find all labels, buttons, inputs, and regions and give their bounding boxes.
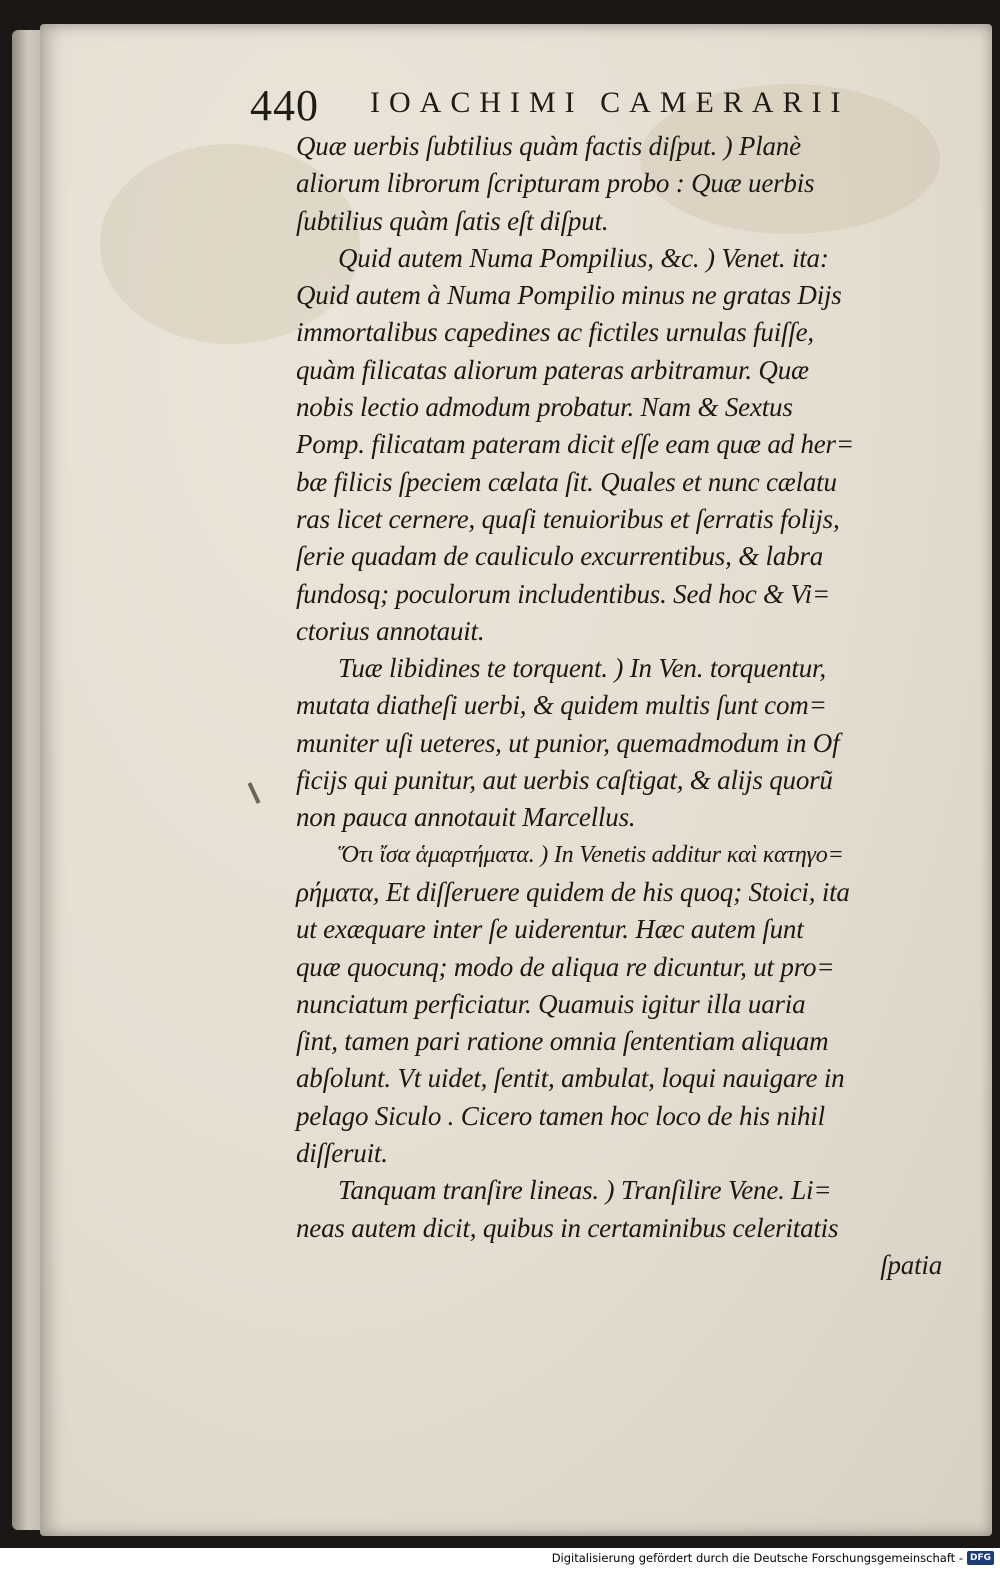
text-line: pelago Siculo . Cicero tamen hoc loco de his nihil bbox=[296, 1100, 825, 1131]
footer-credit: Digitalisierung gefördert durch die Deutsche Forschungsgemeinschaft - bbox=[551, 1551, 963, 1565]
text-line: nunciatum perficiatur. Quamuis igitur illa uaria bbox=[296, 988, 806, 1019]
text-line: bæ filicis ſpeciem cælata ſit. Quales et nunc cælatu bbox=[296, 466, 837, 497]
text-line: ficijs qui punitur, aut uerbis caſtigat, & alijs quorũ bbox=[296, 765, 833, 796]
text-line: muniter uſi ueteres, ut punior, quemadmodum in Of bbox=[296, 727, 840, 758]
text-line: quæ quocunq; modo de aliqua re dicuntur, ut pro= bbox=[296, 951, 835, 982]
text-line: nobis lectio admodum probatur. Nam & Sextus bbox=[296, 392, 793, 423]
text-line: ſint, tamen pari ratione omnia ſententiam aliquam bbox=[296, 1026, 829, 1057]
text-line: ras licet cernere, quaſi tenuioribus et ſerratis folijs, bbox=[296, 503, 840, 534]
text-line: abſolunt. Vt uidet, ſentit, ambulat, loqui nauigare in bbox=[296, 1063, 845, 1094]
text-line: Quid autem à Numa Pompilio minus ne gratas Dijs bbox=[296, 280, 842, 311]
text-line: Pomp. filicatam pateram dicit eſſe eam quæ ad her= bbox=[296, 429, 854, 460]
text-line: diſſeruit. bbox=[296, 1138, 388, 1169]
digitization-footer bbox=[552, 1550, 994, 1566]
text-line: Ὅτι ἴσα ἁμαρτήματα. ) In Venetis additur καὶ κατηγο= bbox=[338, 841, 844, 868]
text-line: ſubtilius quàm ſatis eſt diſput. bbox=[296, 205, 609, 236]
page-header bbox=[250, 80, 950, 130]
text-line: ctorius annotauit. bbox=[296, 615, 485, 646]
text-line: neas autem dicit, quibus in certaminibus celeritatis bbox=[296, 1212, 839, 1243]
text-line: mutata diatheſi uerbi, & quidem multis ſunt com= bbox=[296, 690, 827, 721]
text-line: quàm filicatas aliorum pateras arbitramur. Quæ bbox=[296, 354, 809, 385]
text-line: Tanquam tranſire lineas. ) Tranſilire Vene. Li= bbox=[338, 1175, 832, 1206]
text-line: non pauca annotauit Marcellus. bbox=[296, 802, 636, 833]
text-line: ut exæquare inter ſe uiderentur. Hæc autem ſunt bbox=[296, 914, 804, 945]
text-line: immortalibus capedines ac fictiles urnulas fuiſſe, bbox=[296, 317, 814, 348]
text-line: Quæ uerbis ſubtilius quàm factis diſput. ) Planè bbox=[296, 131, 801, 161]
text-line: ſerie quadam de cauliculo excurrentibus, & labra bbox=[296, 541, 824, 572]
dfg-logo-icon: DFG bbox=[967, 1551, 994, 1565]
text-line: fundosq; poculorum includentibus. Sed hoc & Vi= bbox=[296, 578, 831, 609]
text-line: Tuæ libidines te torquent. ) In Ven. torquentur, bbox=[338, 653, 826, 684]
running-head: IOACHIMI CAMERARII bbox=[370, 86, 850, 119]
catchword: ſpatia bbox=[880, 1249, 942, 1280]
text-line: aliorum librorum ſcripturam probo : Quæ uerbis bbox=[296, 168, 815, 199]
page-number: 440 bbox=[250, 81, 319, 130]
body-text bbox=[296, 128, 946, 1284]
text-line: ρήματα, Et diſſeruere quidem de his quoq; Stoici, ita bbox=[296, 876, 850, 907]
text-line: Quid autem Numa Pompilius, &c. ) Venet. ita: bbox=[338, 242, 829, 273]
